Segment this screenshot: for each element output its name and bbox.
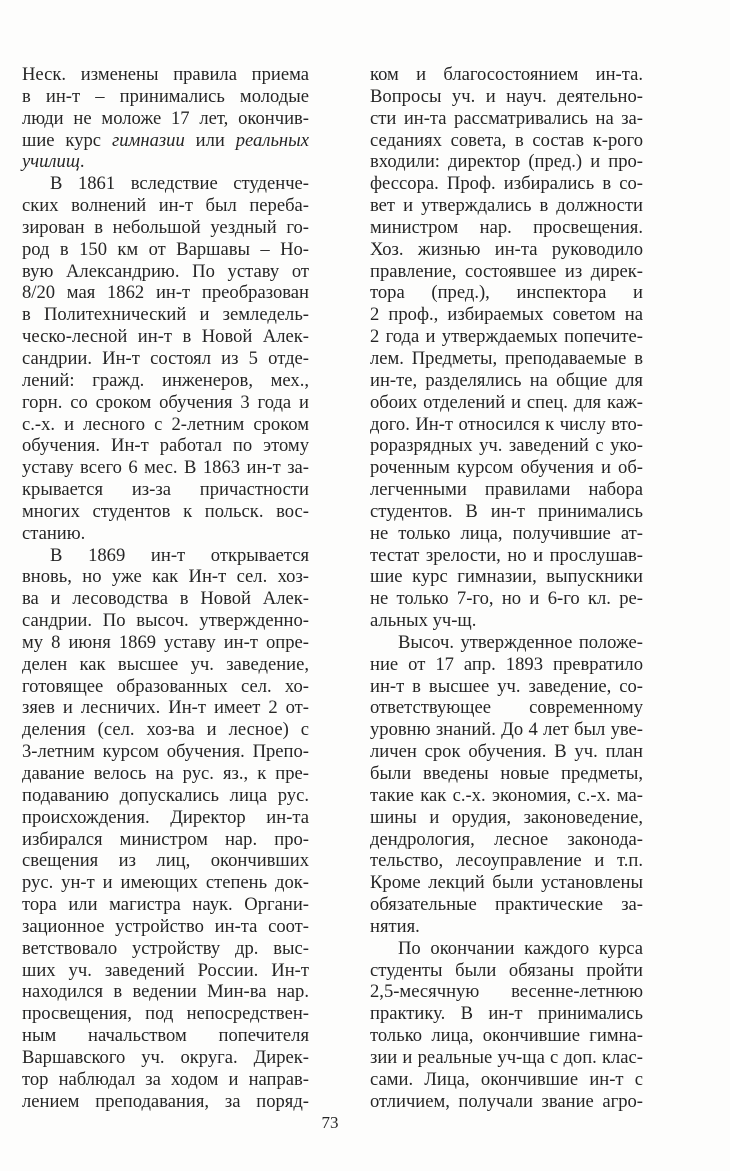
text-line: нятия.: [370, 915, 420, 937]
text-line: просвещения, под непосредствен-: [22, 1003, 309, 1025]
italic-text: реальных: [235, 129, 309, 151]
paragraph: [22, 545, 309, 1113]
text-line: Вопросы уч. и науч. деятельно-: [370, 85, 643, 107]
paragraph: [22, 173, 309, 544]
text-line: зии и реальные уч-ща с доп. клас-: [370, 1046, 643, 1068]
text-line: деления (сел. хоз-ва и лесное) с: [22, 719, 309, 741]
text-line: сандрии. Ин-т состоял из 5 отде-: [22, 347, 309, 369]
text-line: горн. со сроком обучения 3 года и: [22, 391, 309, 413]
text-segment: шие курс: [22, 129, 112, 151]
text-line: ние от 17 апр. 1893 превратило: [370, 653, 643, 675]
text-line: не только лица, получившие ат-: [370, 522, 643, 544]
text-line: дого. Ин-т относился к числу вто-: [370, 413, 643, 435]
text-line: обучения. Ин-т работал по этому: [22, 435, 309, 457]
text-line: 8/20 мая 1862 ин-т преобразован: [22, 282, 309, 304]
text-line: правление, состоявшее из дирек-: [370, 260, 643, 282]
text-line: 2,5-месячную весенне-летнюю: [370, 981, 643, 1003]
text-line: крывается из-за причастности: [22, 479, 309, 501]
paragraph: [370, 64, 643, 632]
text-line: зационное устройство ин-та соот-: [22, 915, 309, 937]
text-line: легченными правилами набора: [370, 479, 643, 501]
text-line: ин-те, разделялись на общие для: [370, 369, 643, 391]
text-line: Варшавского уч. округа. Дирек-: [22, 1046, 309, 1068]
text-line: Неск. изменены правила приема: [22, 64, 309, 85]
text-line: ным начальством попечителя: [22, 1025, 309, 1047]
text-line: сандрии. По высоч. утвержденно-: [22, 610, 309, 632]
text-line: рус. ун-т и имеющих степень док-: [22, 872, 309, 894]
text-line: обоих отделений и спец. для каж-: [370, 391, 643, 413]
text-line: 3-летним курсом обучения. Препо-: [22, 741, 309, 763]
text-segment: или: [184, 129, 236, 151]
text-line: лений: гражд. инженеров, мех.,: [22, 369, 309, 391]
text-column-left: [22, 64, 309, 1113]
text-line: дендрология, лесное законода-: [370, 828, 643, 850]
text-line: род в 150 км от Варшавы – Но-: [22, 238, 309, 260]
text-line: делен как высшее уч. заведение,: [22, 653, 309, 675]
paragraph: [370, 632, 643, 938]
text-line: уставу всего 6 мес. В 1863 ин-т за-: [22, 457, 309, 479]
page-number: 73: [321, 1113, 339, 1132]
italic-text: гимназии: [111, 129, 185, 151]
text-line: ветствовало устройству др. выс-: [22, 937, 309, 959]
text-line: только лица, окончившие гимна-: [370, 1025, 643, 1047]
text-line: в Политехнический и земледель-: [22, 304, 309, 326]
text-line: отличием, получали звание агро-: [370, 1090, 643, 1112]
text-line: обязательные практические за-: [370, 894, 643, 916]
text-line: уровню знаний. До 4 лет был уве-: [370, 719, 643, 741]
text-line: му 8 июня 1869 уставу ин-т опре-: [22, 631, 309, 653]
text-line: студентов. В ин-т принимались: [370, 500, 643, 522]
text-line: находился в ведении Мин-ва нар.: [22, 981, 309, 1003]
text-line: готовящее образованных сел. хо-: [22, 675, 309, 697]
text-line: были введены новые предметы,: [370, 763, 643, 784]
text-line: 2 проф., избираемых советом на: [370, 304, 643, 326]
text-line: не только 7-го, но и 6-го кл. ре-: [370, 588, 643, 610]
text-segment: .: [79, 151, 85, 173]
text-line: практику. В ин-т принимались: [370, 1003, 643, 1025]
text-line: вую Александрию. По уставу от: [22, 260, 309, 282]
text-line: ком и благосостоянием ин-та.: [370, 64, 643, 85]
text-line: По окончании каждого курса: [398, 937, 643, 959]
text-line: вет и утверждались в должности: [370, 195, 643, 217]
text-line: ин-т в высшее уч. заведение, со-: [370, 675, 643, 697]
paragraph: [370, 938, 643, 1113]
text-line: тора (пред.), инспектора и: [370, 282, 643, 304]
text-line: входили: директор (пред.) и про-: [370, 151, 643, 173]
text-line: министром нар. просвещения.: [370, 216, 643, 238]
text-line: сти ин-та рассматривались на за-: [370, 107, 643, 129]
text-line: люди не моложе 17 лет, окончив-: [22, 107, 309, 129]
text-line: В 1861 вследствие студенче-: [50, 173, 309, 195]
text-line: зирован в небольшой уездный го-: [22, 216, 309, 238]
text-line: фессора. Проф. избирались в со-: [370, 173, 643, 195]
text-line: роразрядных уч. заведений с уко-: [370, 435, 643, 457]
text-line: шие курс гимназии, выпускники: [370, 566, 643, 588]
text-line: происхождения. Директор ин-та: [22, 806, 309, 828]
text-line: вновь, но уже как Ин-т сел. хоз-: [22, 566, 309, 588]
text-line: альных уч-щ.: [370, 610, 477, 632]
text-line: такие как с.-х. экономия, с.-х. ма-: [370, 784, 643, 806]
text-line: лением преподавания, за поряд-: [22, 1090, 309, 1112]
text-line: Высоч. утвержденное положе-: [398, 631, 643, 653]
text-line: избирался министром нар. про-: [22, 828, 309, 850]
text-line: зяев и лесничих. Ин-т имеет 2 от-: [22, 697, 309, 719]
text-line: личен срок обучения. В уч. план: [370, 741, 643, 763]
text-line: ших уч. заведений России. Ин-т: [22, 959, 309, 981]
text-line: ских волнений ин-т был переба-: [22, 195, 309, 217]
paragraph: [22, 64, 309, 173]
text-line: многих студентов к польск. вос-: [22, 500, 309, 522]
text-line: шины и орудия, законоведение,: [370, 806, 643, 828]
text-line: В 1869 ин-т открывается: [50, 544, 309, 566]
text-line: в ин-т – принимались молодые: [22, 85, 309, 107]
text-line: [22, 151, 309, 173]
text-line: тора или магистра наук. Органи-: [22, 894, 309, 916]
text-line: подаванию допускались лица рус.: [22, 784, 309, 806]
text-column-right: [370, 64, 643, 1113]
text-line: Кроме лекций были установлены: [370, 872, 643, 894]
text-line: ческо-лесной ин-т в Новой Алек-: [22, 326, 309, 348]
text-line: сами. Лица, окончившие ин-т с: [370, 1068, 643, 1090]
text-line: тестат зрелости, но и прослушав-: [370, 544, 643, 566]
text-line: Хоз. жизнью ин-та руководило: [370, 238, 643, 260]
text-line: лем. Предметы, преподаваемые в: [370, 347, 643, 369]
text-line: свещения из лиц, окончивших: [22, 850, 309, 872]
text-line: студенты были обязаны пройти: [370, 959, 643, 981]
text-line: седаниях совета, в состав к-рого: [370, 129, 643, 151]
text-line: тор наблюдал за ходом и направ-: [22, 1068, 309, 1090]
text-line: 2 года и утверждаемых попечите-: [370, 326, 643, 348]
text-line: с.-х. и лесного с 2-летним сроком: [22, 413, 309, 435]
italic-text: училищ: [22, 151, 80, 173]
text-line: [22, 130, 309, 152]
text-line: тельство, лесоуправление и т.п.: [370, 850, 643, 872]
text-line: роченным курсом обучения и об-: [370, 457, 643, 479]
text-line: станию.: [22, 522, 86, 544]
text-line: давание велось на рус. яз., к пре-: [22, 763, 309, 784]
text-line: ва и лесоводства в Новой Алек-: [22, 588, 309, 610]
text-line: ответствующее современному: [370, 697, 643, 719]
